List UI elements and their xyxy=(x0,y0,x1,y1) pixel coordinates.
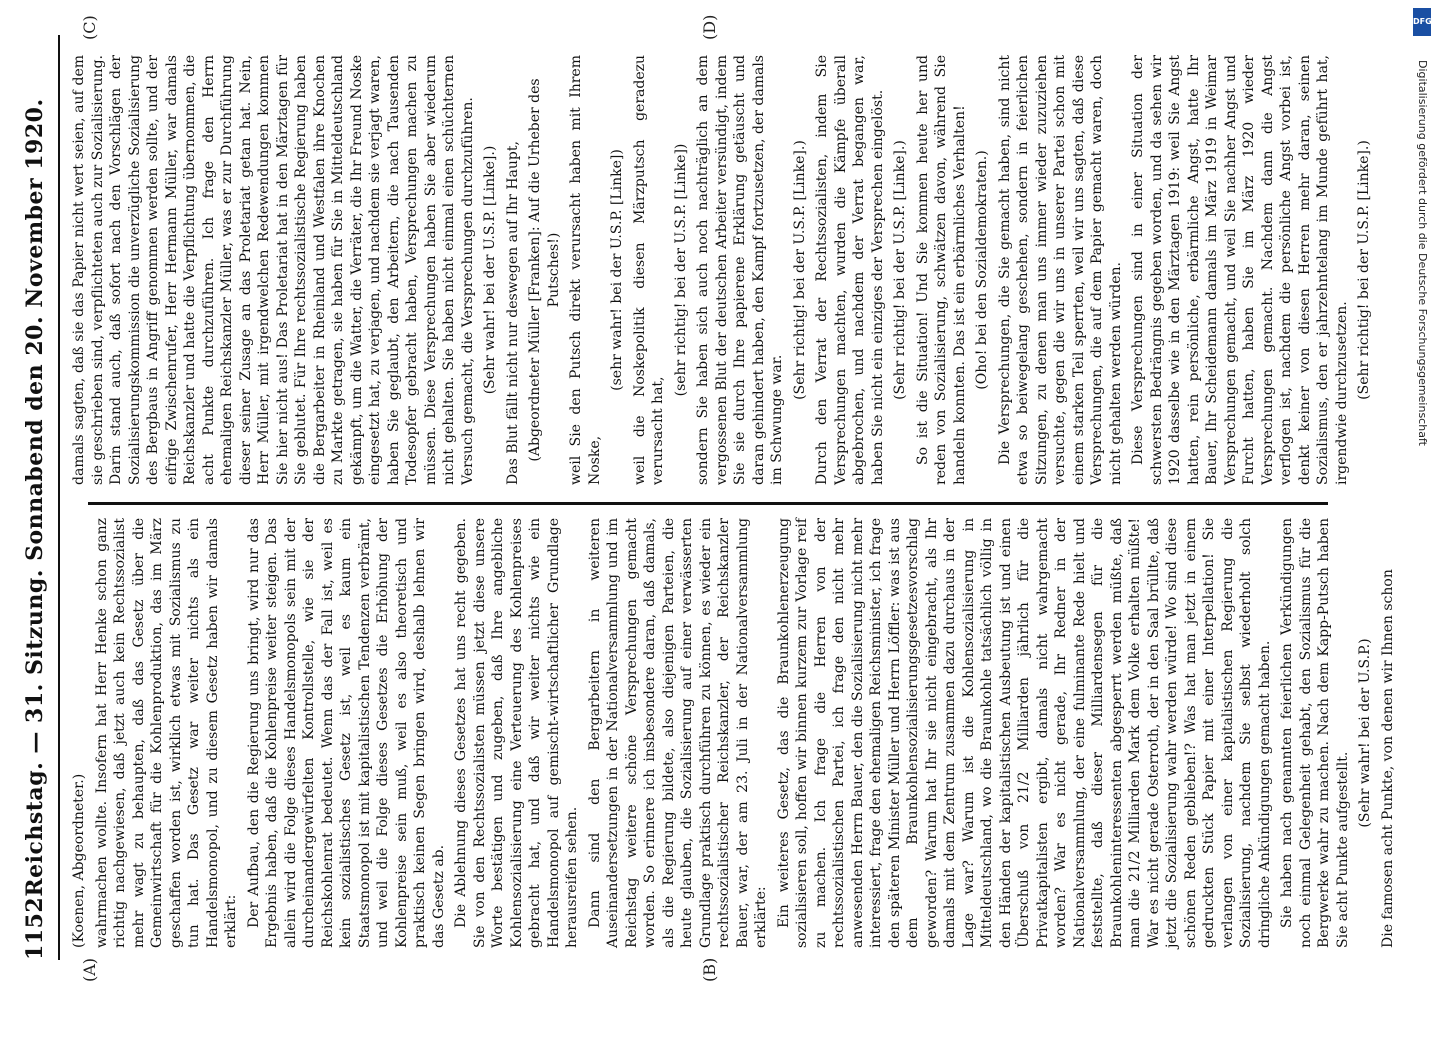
interjection: (Sehr richtig! bei der U.S.P. [Linke].) xyxy=(1356,140,1372,400)
interjection: (Oho! bei den Sozialdemokraten.) xyxy=(974,150,990,390)
paragraph: Durch den Verrat der Rechtssozialisten, indem Sie Versprechungen machten, wurden die Kämpfe überall abgebrochen, und nachdem der Verrat begangen war, haben Sie nicht ein einziges der Versprechen eingelöst. xyxy=(814,55,886,485)
paragraph: Dann sind den Bergarbeitern in weiteren Auseinandersetzungen in der Nationalversammlung und im Reichstag weitere schöne Versprechungen gemacht worden. So erinnere ich insbesondere daran, daß damals, als die Regierung bildete, also diejenigen Parteien, die heute glauben, die Sozialisierung auf einer verwässerten Grundlage praktisch durchführen zu können, es wieder ein rechtssozialistischer Reichskanzler, der Reichskanzler Bauer, war, der am 23. Juli in der Nationalversammlung erklärte: xyxy=(586,518,769,948)
interjection: (Sehr wahr! bei der U.S.P.) xyxy=(1357,638,1373,828)
interjection: (sehr richtig! bei der U.S.P. [Linke]) xyxy=(672,143,689,397)
interjection: (Sehr richtig! bei der U.S.P. [Linke].) xyxy=(892,140,908,400)
margin-mark-c: (C) xyxy=(80,15,99,40)
paragraph: Sie haben nach genannten feierlichen Verkündigungen noch einmal Gelegenheit gehabt, den Sozialismus für die Bergwerke wahr zu machen. Nach dem Kapp-Putsch haben Sie acht Punkte aufgestellt. xyxy=(1279,518,1351,948)
page-title: Reichstag. — 31. Sitzung. Sonnabend den 20. November 1920. xyxy=(22,98,48,897)
page-header xyxy=(18,35,60,960)
paragraph: damals sagten, daß sie das Papier nicht wert seien, auf dem sie geschrieben sind, verpflichteten auch zur Sozialisierung. Darin stand auch, daß sofort nach den Vorschlägen der Sozialisierungskommission die unverzügliche Sozialisierung des Bergbaus in Angriff genommen werden sollte, und der eifrige Zwischenrufer, Herr Hermann Müller, war damals Reichskanzler und hatte die Verpflichtung übernommen, die acht Punkte durchzuführen. Ich frage den Herrn ehemaligen Reichskanzler Müller, was er zur Durchführung dieser seiner Zusage an das Proletariat getan hat. Nein, Herr Müller, mit irgendwelchen Redewendungen kommen Sie hier nicht aus! Das Proletariat hat in den Märztagen für Sie geblutet. Für Ihre rechtssozialistische Regierung haben die Bergarbeiter in Rheinland und Westfalen ihre Knochen zu Markte getragen, sie haben für Sie in Mitteldeutschland gekämpft, um die Watter, die Verräter, die Ihr Freund Noske eingesetzt hat, zu verjagen, und nachdem sie verjagt waren, haben Sie geglaubt, den Arbeitern, die nach Tausenden Todesopfer gebracht haben, Versprechungen machen zu müssen. Diese Versprechungen haben Sie aber wiederum nicht gehalten. Sie haben nicht einmal einen schüchternen Versuch gemacht, die Versprechungen durchzuführen. xyxy=(71,55,476,485)
page-number: 1152 xyxy=(22,896,48,960)
credit-text: Digitalisierung gefördert durch die Deutsche Forschungsgemeinschaft xyxy=(1416,60,1429,446)
margin-mark-b: (B) xyxy=(700,957,719,982)
margin-mark-a: (A) xyxy=(80,957,99,982)
interjection: (Abgeordneter Müller [Franken]: Auf die Urheber des Putsches!) xyxy=(527,78,562,462)
interjection: (sehr wahr! bei der U.S.P. [Linke]) xyxy=(609,149,625,391)
paragraph: Die Versprechungen, die Sie gemacht haben, sind nicht etwa so beiwegelang geschehen, sondern in feierlichen Sitzungen, zu denen man uns immer wieder zuzuziehen versuchte, gegen die wir uns in unserer Partei schon mit einem starken Teil sperrten, weil wir uns sagten, daß diese Versprechungen, die auf dem Papier gemacht waren, doch nicht gehalten werden würden. xyxy=(996,55,1124,485)
paragraph: Die famosen acht Punkte, von denen wir Ihnen schon xyxy=(1379,569,1396,948)
column-divider xyxy=(88,502,1328,505)
text-column-right xyxy=(70,55,1372,485)
speaker-label: (Koenen, Abgeordneter.) xyxy=(71,773,87,948)
paragraph: sondern Sie haben sich auch noch nachträglich an dem vergossenen Blut der deutschen Arbeiter versündigt, indem Sie sie durch Ihre papierene Erklärung getäuscht und daran gehindert haben, den Kampf fortzusetzen, der damals im Schwunge war. xyxy=(695,55,785,485)
paragraph: weil die Noskepolitik diesen Märzputsch geradezu verursacht hat, xyxy=(631,55,666,485)
interjection: (Sehr wahr! bei der U.S.P. [Linke].) xyxy=(482,145,498,395)
margin-mark-d: (D) xyxy=(700,14,719,40)
quoted-paragraph: Der Aufbau, den die Regierung uns bringt, wird nur das Ergebnis haben, daß die Kohlenpreise weiter steigen. Das allein wird die Folge dieses Handelsmonopols sein mit der durcheinandergewürfelten Kontrollstelle, wie sie der Reichskohlenrat bedeutet. Wenn das der Fall ist, weil es kein sozialistisches Gesetz ist, weil es kaum ein Staatsmonopol ist mit kapitalistischen Tendenzen verbrämt, und weil die Folge dieses Gesetzes die Erhöhung der Kohlenpreise sein muß, weil es also theoretisch und praktisch keinen Segen bringen wird, deshalb lehnen wir das Gesetz ab. xyxy=(245,518,447,948)
paragraph: Diese Versprechungen sind in einer Situation der schwersten Bedrängnis gegeben worden, und da sehen wir 1920 dasselbe wie in den Märztagen 1919: weil Sie Angst hatten, rein persönliche, erbärmliche Angst, hatte Ihr Bauer, Ihr Scheidemann damals im März 1919 in Weimar Versprechungen gemacht, und weil Sie nachher Angst und Furcht hatten, haben Sie im März 1920 wieder Versprechungen gemacht. Nachdem dann die Angst verflogen ist, nachdem die persönliche Angst vorbei ist, denkt keiner von diesen Herren mehr daran, seinen Sozialismus, den er jahrzehntelang im Munde geführt hat, irgendwie durchzusetzen. xyxy=(1130,55,1350,485)
digitization-credit xyxy=(1410,0,1434,1000)
paragraph: Das Blut fällt nicht nur deswegen auf Ihr Haupt, xyxy=(504,141,521,485)
paragraph: Die Ablehnung dieses Gesetzes hat uns recht gegeben. Sie von den Rechtssozialisten müssen jetzt diese unsere Worte bestätigen und zugeben, daß Ihre angebliche Kohlensozialisierung eine Verteuerung des Kohlenpreises gebracht hat, und daß wir weiter nichts wie ein Handelsmonopol auf gemischt-wirtschaftlicher Grundlage herausreifen sehen. xyxy=(453,518,580,948)
paragraph: weil Sie den Putsch direkt verursacht haben mit Ihrem Noske, xyxy=(568,55,603,485)
paragraph: wahrmachen wollte. Insofern hat Herr Henke schon ganz richtig nachgewiesen, daß jetzt auch kein Rechtssozialist mehr wagt zu behaupten, daß das Gesetz über die Gemeinwirtschaft für die Kohlenproduktion, das im März geschaffen worden ist, wirklich etwas mit Sozialismus zu tun hat. Das Gesetz war weiter nichts als ein Handelsmonopol, und zu diesem Gesetz haben wir damals erklärt: xyxy=(93,518,239,948)
dfg-logo: DFG xyxy=(1413,8,1431,36)
text-column-left xyxy=(70,517,1396,948)
interjection: (Sehr richtig! bei der U.S.P. [Linke].) xyxy=(791,140,808,400)
quoted-paragraph: Ein weiteres Gesetz, das die Braunkohlenerzeugung sozialisieren soll, hoffen wir binnen kurzem zur Vorlage reif zu machen. Ich frage die Herren von der rechtssozialistischen Partei, ich frage den nicht mehr anwesenden Herrn Bauer, den die Sozialisierung nicht mehr interessiert, frage den ehemaligen Reichsminister, ich frage den späteren Minister Müller und Herrn Löffler: was ist aus dem Braunkohlensozialisierungsgesetzesvorschlag geworden? Warum hat Ihr sie nicht eingebracht, als Ihr damals mit dem Zentrum zusammen dazu durchaus in der Lage war? Warum ist die Kohlensozialisierung in Mitteldeutschland, wo die Braunkohle tatsächlich völlig in den Händen der kapitalistischen Ausbeutung ist und einen Überschuß von 21/2 Milliarden jährlich für die Privatkapitalisten ergibt, damals nicht wahrgemacht worden? War es nicht gerade, Ihr Redner in der Nationalversammlung, der eine fulminante Rede hielt und feststellte, daß dieser Milliardensegen für die Braunkohleninteressenten abgesperrt werden müßte, daß man die 21/2 Milliarden Mark dem Volke erhalten müßte! War es nicht gerade Osterroth, der in den Saal brüllte, daß jetzt die Sozialisierung wahr werden würde! Wo sind diese schönen Reden geblieben!? Was hat man jetzt in einem gedruckten Stück Papier mit einer Interpellation! Sie verlangen von einer kapitalistischen Regierung die Sozialisierung, nachdem Sie selbst wiederholt solch dringliche Ankündigungen gemacht haben. xyxy=(775,517,1273,948)
paragraph: So ist die Situation! Und Sie kommen heute her und reden von Sozialisierung, schwätzen davon, während Sie handeln konnten. Das ist ein erbärmliches Verhalten! xyxy=(914,55,968,485)
